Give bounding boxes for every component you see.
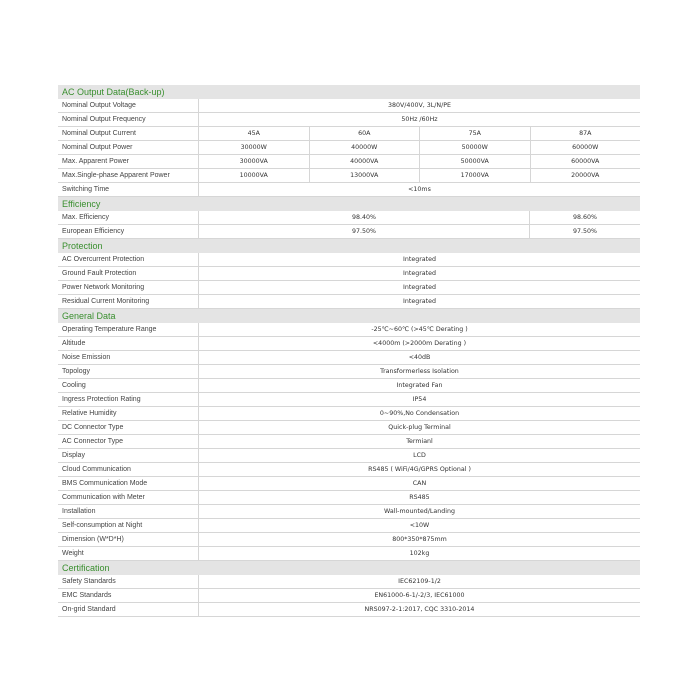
spec-label: Residual Current Monitoring: [62, 298, 150, 305]
spec-value: LCD: [198, 449, 640, 462]
spec-row: [58, 155, 640, 169]
spec-label: Weight: [62, 550, 84, 557]
spec-row: [58, 547, 640, 561]
spec-value: 40000VA: [309, 155, 420, 168]
spec-row: [58, 127, 640, 141]
spec-row: [58, 225, 640, 239]
spec-row: [58, 113, 640, 127]
spec-row: [58, 323, 640, 337]
spec-value: 10000VA: [198, 169, 309, 182]
spec-label: Max.Single-phase Apparent Power: [62, 172, 170, 179]
spec-value: <40dB: [198, 351, 640, 364]
spec-label: Safety Standards: [62, 578, 116, 585]
spec-label: European Efficiency: [62, 228, 125, 235]
spec-row: [58, 365, 640, 379]
spec-value: IP54: [198, 393, 640, 406]
spec-row: [58, 393, 640, 407]
spec-label: Max. Efficiency: [62, 214, 109, 221]
spec-value: Wall-mounted/Landing: [198, 505, 640, 518]
spec-value: 102kg: [198, 547, 640, 560]
spec-label: DC Connector Type: [62, 424, 124, 431]
spec-row: [58, 169, 640, 183]
spec-row: [58, 211, 640, 225]
spec-label: Self-consumption at Night: [62, 522, 143, 529]
spec-row: [58, 603, 640, 617]
spec-row: [58, 351, 640, 365]
spec-row: [58, 435, 640, 449]
spec-value: IEC62109-1/2: [198, 575, 640, 588]
spec-label: Switching Time: [62, 186, 110, 193]
section-header-general-data: General Data: [58, 309, 640, 323]
spec-label: Operating Temperature Range: [62, 326, 157, 333]
spec-value: RS485 ( WiFi/4G/GPRS Optional ): [198, 463, 640, 476]
spec-value: 50Hz /60Hz: [198, 113, 640, 126]
spec-value: -25℃~60℃ (>45℃ Derating ): [198, 323, 640, 336]
spec-value: Transformerless Isolation: [198, 365, 640, 378]
spec-row: [58, 533, 640, 547]
spec-value: 800*350*875mm: [198, 533, 640, 546]
spec-row: [58, 183, 640, 197]
spec-row: [58, 421, 640, 435]
spec-label: Max. Apparent Power: [62, 158, 129, 165]
spec-label: Communication with Meter: [62, 494, 145, 501]
spec-value: 60000W: [530, 141, 641, 154]
spec-label: Dimension (W*D*H): [62, 536, 124, 543]
spec-label: Topology: [62, 368, 91, 375]
spec-label: BMS Communication Mode: [62, 480, 148, 487]
spec-value: 17000VA: [419, 169, 530, 182]
spec-value: Quick-plug Terminal: [198, 421, 640, 434]
spec-label: Nominal Output Power: [62, 144, 133, 151]
spec-row: [58, 575, 640, 589]
spec-label: Ingress Protection Rating: [62, 396, 141, 403]
spec-row: [58, 505, 640, 519]
spec-label: Nominal Output Voltage: [62, 102, 136, 109]
spec-value: 98.60%: [529, 211, 640, 224]
spec-value: 380V/400V, 3L/N/PE: [198, 99, 640, 112]
spec-row: [58, 379, 640, 393]
spec-label: Cloud Communication: [62, 466, 131, 473]
spec-row: [58, 491, 640, 505]
spec-row: [58, 337, 640, 351]
spec-value: NRS097-2-1:2017, CQC 3310-2014: [198, 603, 640, 616]
spec-label: Nominal Output Current: [62, 130, 136, 137]
spec-value: CAN: [198, 477, 640, 490]
section-header-certification: Certification: [58, 561, 640, 575]
spec-label: Ground Fault Protection: [62, 270, 137, 277]
spec-value: Integrated: [198, 267, 640, 280]
spec-value: Integrated Fan: [198, 379, 640, 392]
spec-value: Termianl: [198, 435, 640, 448]
spec-table: [58, 85, 640, 617]
spec-value: 30000VA: [198, 155, 309, 168]
spec-row: [58, 477, 640, 491]
spec-value: 97.50%: [198, 225, 529, 238]
spec-value: 40000W: [309, 141, 420, 154]
spec-row: [58, 267, 640, 281]
spec-value: 97.50%: [529, 225, 640, 238]
section-header-ac-output-data-back-up: AC Output Data(Back-up): [58, 85, 640, 99]
section-header-efficiency: Efficiency: [58, 197, 640, 211]
spec-value: 20000VA: [530, 169, 641, 182]
spec-value: 45A: [198, 127, 309, 140]
spec-label: Display: [62, 452, 85, 459]
section-header-protection: Protection: [58, 239, 640, 253]
spec-label: Noise Emission: [62, 354, 111, 361]
spec-label: AC Connector Type: [62, 438, 123, 445]
spec-value: 87A: [530, 127, 641, 140]
spec-row: [58, 463, 640, 477]
spec-label: EMC Standards: [62, 592, 112, 599]
spec-value: <10W: [198, 519, 640, 532]
spec-label: Nominal Output Frequency: [62, 116, 146, 123]
spec-label: Relative Humidity: [62, 410, 117, 417]
spec-row: [58, 407, 640, 421]
spec-value: 30000W: [198, 141, 309, 154]
spec-row: [58, 295, 640, 309]
spec-value: RS485: [198, 491, 640, 504]
spec-value: <4000m (>2000m Derating ): [198, 337, 640, 350]
spec-label: Altitude: [62, 340, 86, 347]
spec-label: Installation: [62, 508, 96, 515]
spec-value: 60A: [309, 127, 420, 140]
spec-row: [58, 141, 640, 155]
spec-value: 50000VA: [419, 155, 530, 168]
spec-label: Power Network Monitoring: [62, 284, 145, 291]
spec-value: 0~90%,No Condensation: [198, 407, 640, 420]
spec-value: 60000VA: [530, 155, 641, 168]
spec-value: 50000W: [419, 141, 530, 154]
spec-row: [58, 253, 640, 267]
spec-row: [58, 449, 640, 463]
spec-value: <10ms: [198, 183, 640, 196]
spec-value: Integrated: [198, 253, 640, 266]
spec-label: On-grid Standard: [62, 606, 116, 613]
spec-row: [58, 281, 640, 295]
spec-row: [58, 589, 640, 603]
spec-label: Cooling: [62, 382, 86, 389]
spec-value: 98.40%: [198, 211, 529, 224]
spec-row: [58, 99, 640, 113]
spec-value: 75A: [419, 127, 530, 140]
spec-value: Integrated: [198, 281, 640, 294]
spec-label: AC Overcurrent Protection: [62, 256, 145, 263]
spec-value: EN61000-6-1/-2/3, IEC61000: [198, 589, 640, 602]
spec-row: [58, 519, 640, 533]
spec-value: Integrated: [198, 295, 640, 308]
spec-value: 13000VA: [309, 169, 420, 182]
